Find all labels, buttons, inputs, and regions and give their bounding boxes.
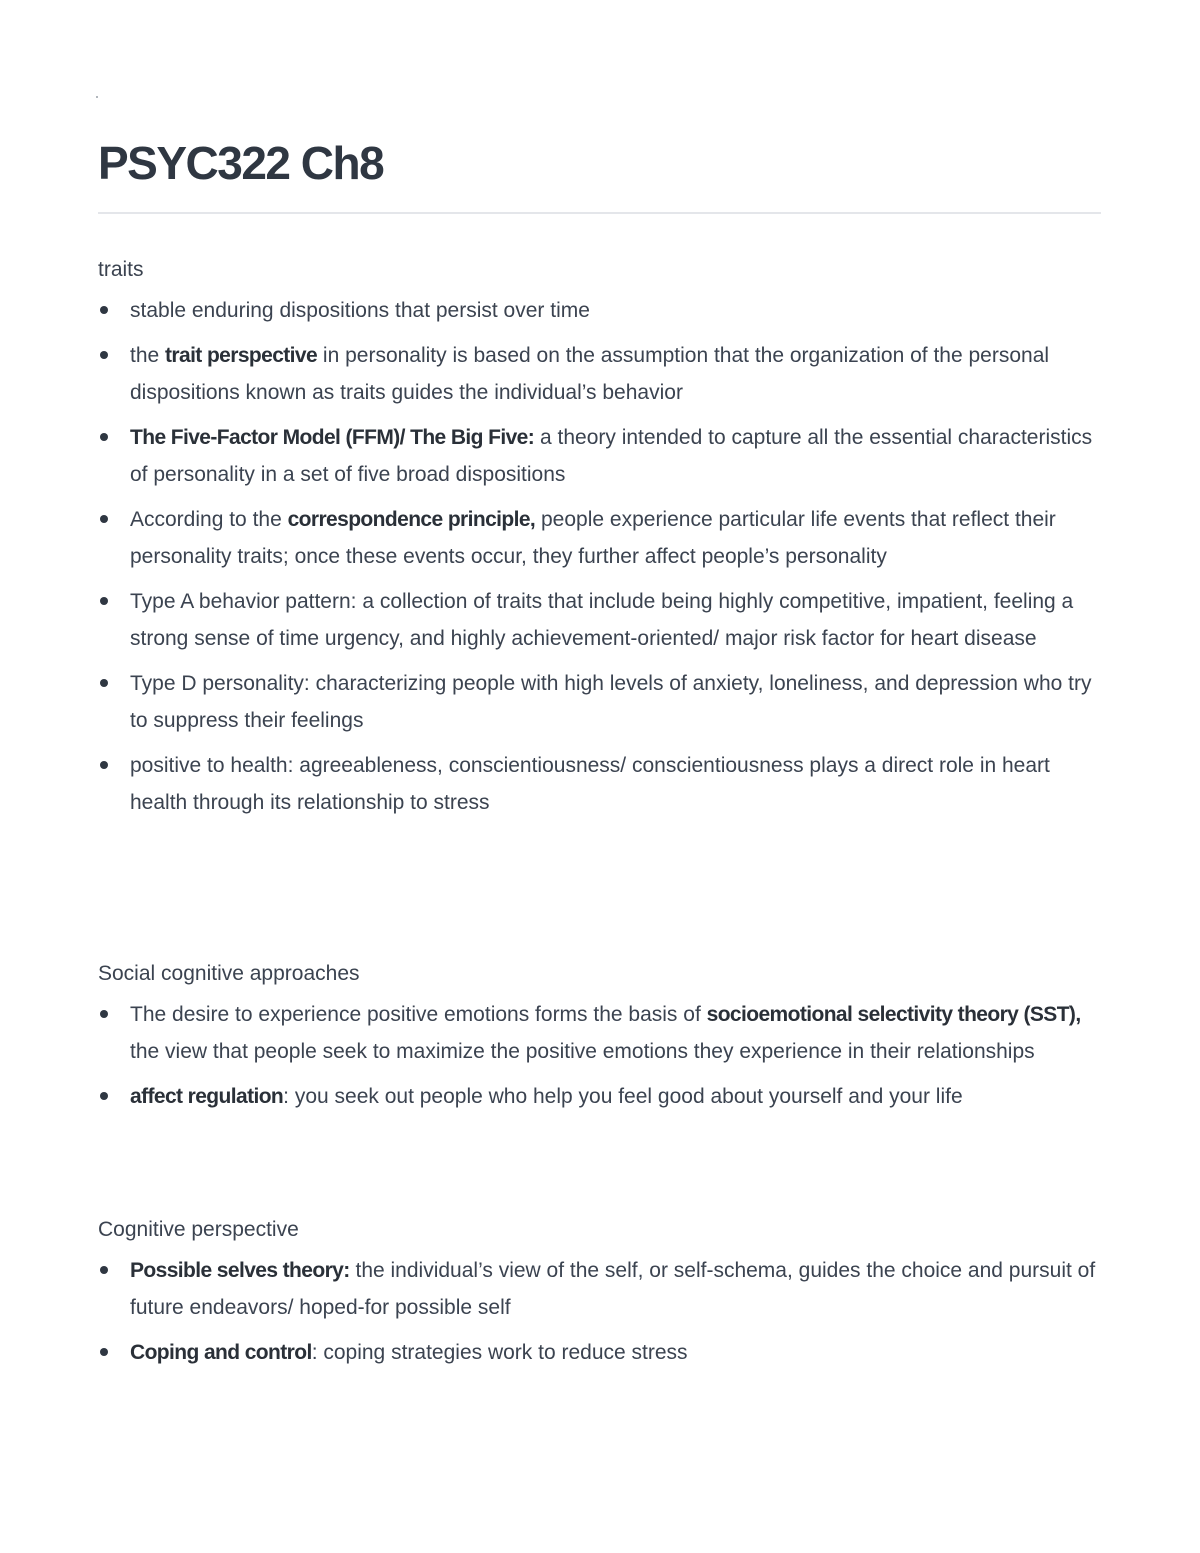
list-item: affect regulation: you seek out people who help you feel good about yourself and your life xyxy=(98,1078,1098,1115)
list-item: Type A behavior pattern: a collection of traits that include being highly competitive, impatient, feeling a strong sense of time urgency, and highly achievement-oriented/ major risk factor for heart disease xyxy=(98,583,1098,657)
section-heading: Cognitive perspective xyxy=(98,1218,299,1241)
list-item: Possible selves theory: the individual’s view of the self, or self-schema, guides the choice and pursuit of future endeavors/ hoped-for possible self xyxy=(98,1252,1098,1326)
list-item: The Five-Factor Model (FFM)/ The Big Five: a theory intended to capture all the essential characteristics of personality in a set of five broad dispositions xyxy=(98,419,1098,493)
list-item: Coping and control: coping strategies work to reduce stress xyxy=(98,1334,1098,1371)
section-heading: traits xyxy=(98,258,144,281)
list-item: The desire to experience positive emotions forms the basis of socioemotional selectivity theory (SST), the view that people seek to maximize the positive emotions they experience in their relationships xyxy=(98,996,1098,1070)
section-social-cognitive xyxy=(98,959,1098,1123)
section-cognitive xyxy=(98,1215,1098,1379)
title-divider xyxy=(98,212,1101,214)
section-traits xyxy=(98,255,1098,829)
list-item: the trait perspective in personality is based on the assumption that the organization of the personal dispositions known as traits guides the individual’s behavior xyxy=(98,337,1098,411)
section-heading: Social cognitive approaches xyxy=(98,962,360,985)
list-item: According to the correspondence principle, people experience particular life events that reflect their personality traits; once these events occur, they further affect people’s personality xyxy=(98,501,1098,575)
bullet-list xyxy=(98,996,1098,1115)
list-item: stable enduring dispositions that persist over time xyxy=(98,292,1098,329)
page-mark xyxy=(96,96,98,98)
bullet-list xyxy=(98,1252,1098,1371)
list-item: Type D personality: characterizing people with high levels of anxiety, loneliness, and depression who try to suppress their feelings xyxy=(98,665,1098,739)
list-item: positive to health: agreeableness, conscientiousness/ conscientiousness plays a direct role in heart health through its relationship to stress xyxy=(98,747,1098,821)
bullet-list xyxy=(98,292,1098,821)
page-title: PSYC322 Ch8 xyxy=(98,137,384,189)
